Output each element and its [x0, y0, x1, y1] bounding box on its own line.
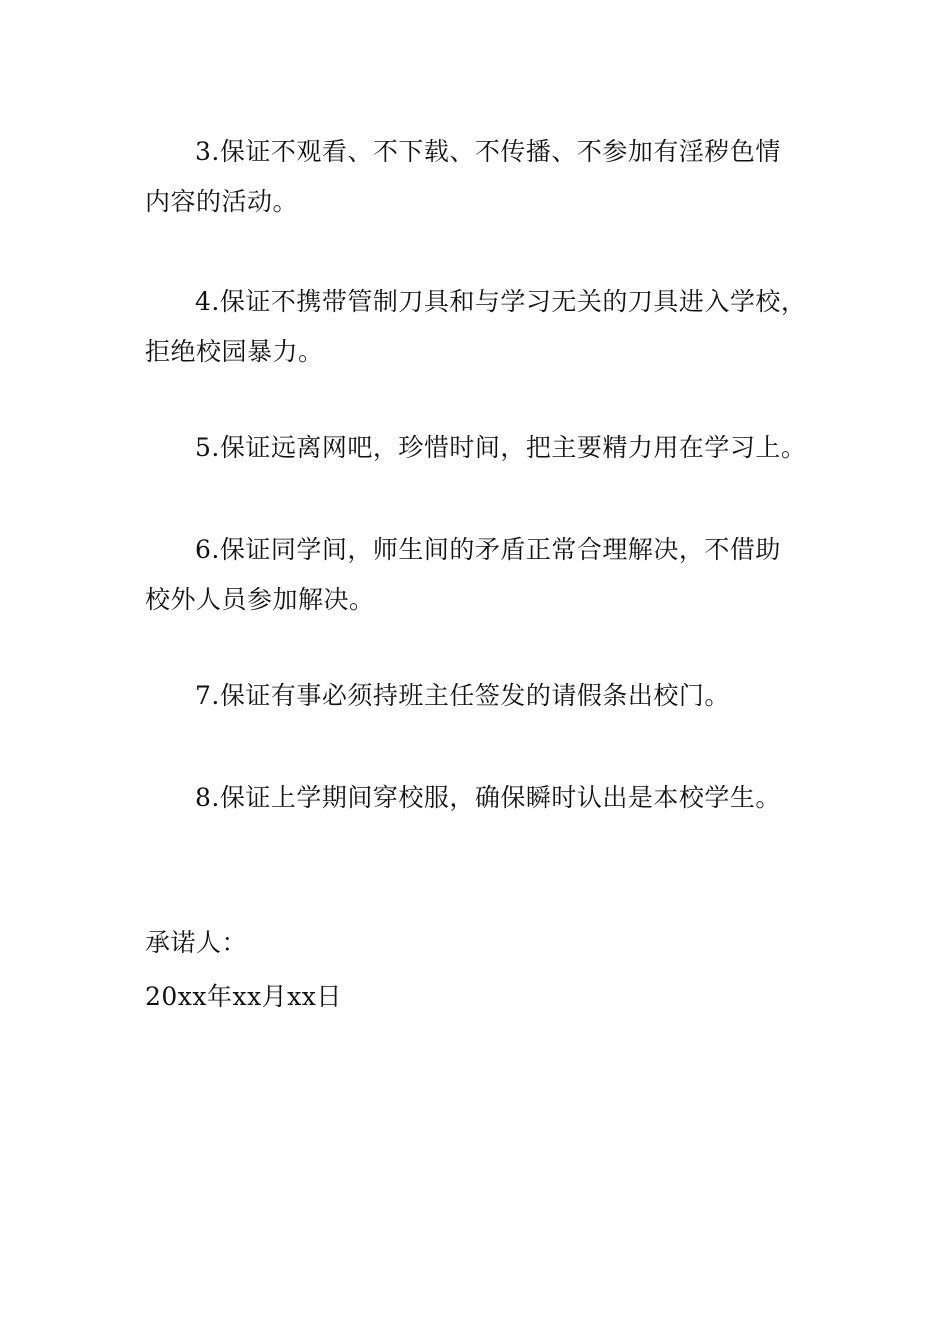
- pledge-item-6: [145, 525, 815, 625]
- pledge-item-3-line-2: 内容的活动。: [145, 187, 299, 216]
- pledge-item-4-line-1: 4.保证不携带管制刀具和与学习无关的刀具进入学校，: [195, 287, 807, 316]
- pledge-item-6-line-2: 校外人员参加解决。: [145, 585, 375, 614]
- pledge-item-5-line-1: 5.保证远离网吧，珍惜时间，把主要精力用在学习上。: [195, 433, 807, 462]
- pledge-item-6-line-1: 6.保证同学间，师生间的矛盾正常合理解决，不借助: [195, 535, 781, 564]
- pledge-item-8-line-1: 8.保证上学期间穿校服，确保瞬时认出是本校学生。: [195, 783, 781, 812]
- pledge-item-7-line-1: 7.保证有事必须持班主任签发的请假条出校门。: [195, 681, 730, 710]
- signature-date: 20xx年xx月xx日: [145, 982, 342, 1011]
- pledge-item-7: [145, 671, 815, 721]
- pledge-item-3-line-1: 3.保证不观看、不下载、不传播、不参加有淫秽色情: [195, 137, 781, 166]
- pledge-item-4-line-2: 拒绝校园暴力。: [145, 337, 324, 366]
- signer-label: 承诺人：: [145, 928, 248, 957]
- pledge-item-5: [145, 423, 815, 473]
- pledge-item-8: [145, 773, 815, 823]
- pledge-item-3: [145, 127, 815, 227]
- pledge-item-4: [145, 277, 815, 377]
